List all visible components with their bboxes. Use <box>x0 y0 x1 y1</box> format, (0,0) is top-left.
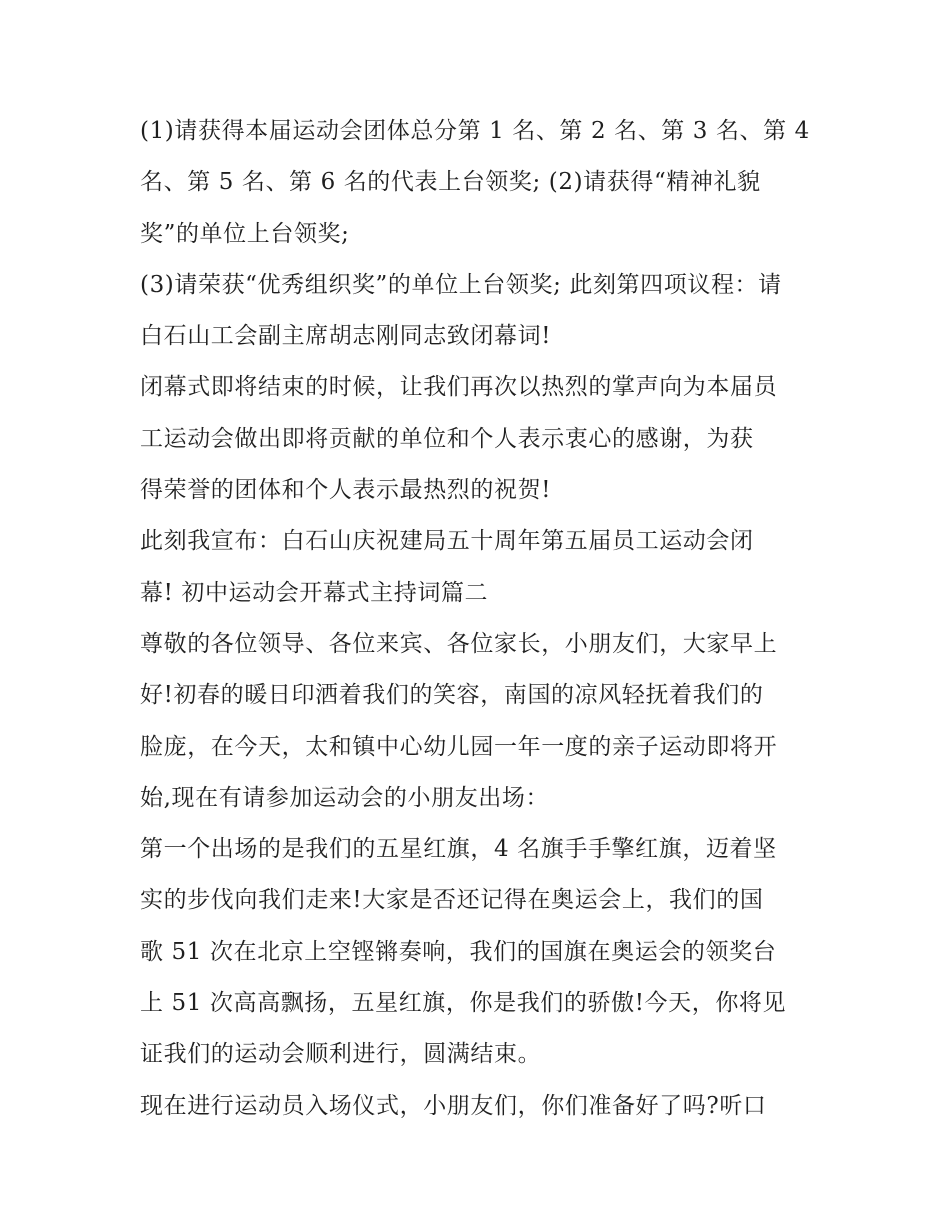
text-line: 得荣誉的团体和个人表示最热烈的祝贺! <box>140 477 552 504</box>
text-line: 脸庞，在今天，太和镇中心幼儿园一年一度的亲子运动即将开 <box>140 733 778 760</box>
text-line: 证我们的运动会顺利进行，圆满结束。 <box>140 1041 542 1068</box>
text-line: 尊敬的各位领导、各位来宾、各位家长，小朋友们，大家早上 <box>140 630 778 657</box>
text-line: 奖”的单位上台领奖; <box>140 220 350 247</box>
text-line: 歌 51 次在北京上空铿锵奏响，我们的国旗在奥运会的领奖台 <box>140 938 777 965</box>
text-line: 现在进行运动员入场仪式，小朋友们，你们准备好了吗?听口 <box>140 1092 767 1119</box>
text-line: 工运动会做出即将贡献的单位和个人表示衷心的感谢，为获 <box>140 425 754 452</box>
text-line: (1)请获得本届运动会团体总分第 1 名、第 2 名、第 3 名、第 4 <box>140 118 810 144</box>
text-line: 第一个出场的是我们的五星红旗，4 名旗手手擎红旗，迈着坚 <box>140 836 777 863</box>
text-line: 上 51 次高高飘扬，五星红旗，你是我们的骄傲!今天，你将见 <box>140 990 787 1017</box>
text-line: 好!初春的暖日印洒着我们的笑容，南国的凉风轻抚着我们的 <box>140 682 764 709</box>
text-line: 闭幕式即将结束的时候，让我们再次以热烈的掌声向为本届员 <box>140 374 778 401</box>
text-line: 此刻我宣布：白石山庆祝建局五十周年第五届员工运动会闭 <box>140 528 754 555</box>
text-line: 始,现在有请参加运动会的小朋友出场： <box>140 784 550 811</box>
text-line: 实的步伐向我们走来!大家是否还记得在奥运会上，我们的国 <box>140 887 764 914</box>
text-line: 名、第 5 名、第 6 名的代表上台领奖; (2)请获得“精神礼貌 <box>140 169 761 196</box>
document-body <box>140 106 820 1132</box>
text-line: (3)请荣获“优秀组织奖”的单位上台领奖; 此刻第四项议程：请 <box>140 271 782 298</box>
text-line: 白石山工会副主席胡志刚同志致闭幕词! <box>140 323 552 350</box>
text-line: 幕! 初中运动会开幕式主持词篇二 <box>140 579 489 606</box>
